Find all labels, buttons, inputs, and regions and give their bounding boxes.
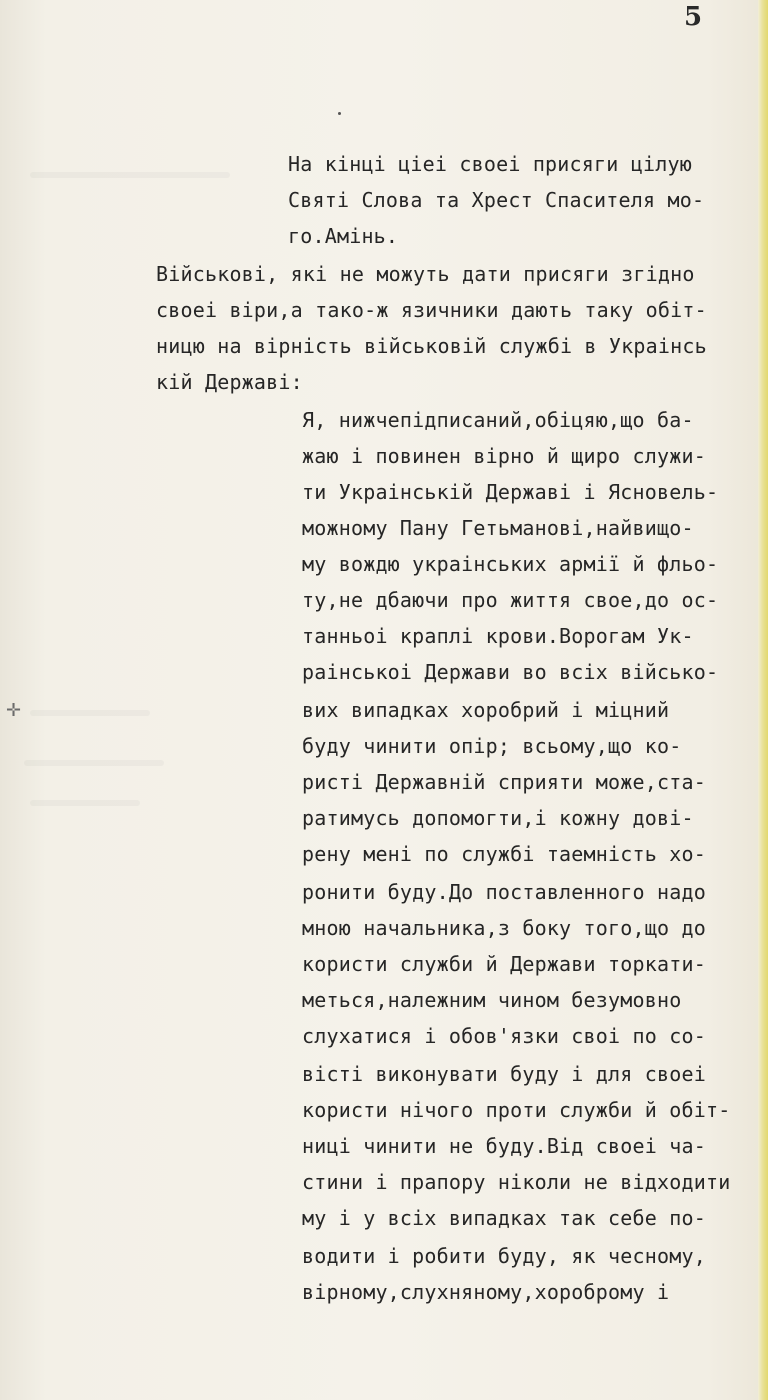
- text-line: водити і робити буду, як чесному,: [302, 1244, 706, 1268]
- text-line: ти Украінській Державі і Ясновель-: [302, 480, 719, 504]
- bleed-through-mark: [24, 760, 164, 766]
- text-line: го.Амінь.: [288, 224, 399, 248]
- text-line: вих випадках хоробрий і міцний: [302, 698, 670, 722]
- text-line: ниці чинити не буду.Від своеі ча-: [302, 1134, 706, 1158]
- bleed-through-mark: [30, 710, 150, 716]
- text-line: меться,належним чином безумовно: [302, 988, 682, 1012]
- text-line: вісті виконувати буду і для своеі: [302, 1062, 706, 1086]
- text-line: Святі Слова та Хрест Спасителя мо-: [288, 188, 705, 212]
- text-line: можному Пану Гетьманові,найвищо-: [302, 516, 694, 540]
- ink-dot: [338, 112, 341, 115]
- text-line: танньоі краплі крови.Ворогам Ук-: [302, 624, 694, 648]
- text-line: рену мені по службі таемність хо-: [302, 842, 706, 866]
- text-line: му вождю украінських армії й фльо-: [302, 552, 719, 576]
- text-line: Військові, які не можуть дати присяги згідно: [156, 262, 695, 286]
- page-edge: [758, 0, 768, 1400]
- text-line: своеі віри,а тако-ж язичники дають таку обіт-: [156, 298, 707, 322]
- text-line: вірному,слухняному,хороброму і: [302, 1280, 670, 1304]
- text-line: ратимусь допомогти,і кожну дові-: [302, 806, 694, 830]
- bleed-through-mark: [30, 172, 230, 178]
- text-line: му і у всіх випадках так себе по-: [302, 1206, 706, 1230]
- text-line: Я, нижчепідписаний,обіцяю,що ба-: [302, 408, 694, 432]
- text-line: ту,не дбаючи про життя свое,до ос-: [302, 588, 719, 612]
- page-number: 5: [684, 2, 703, 32]
- text-line: ронити буду.До поставленного надо: [302, 880, 706, 904]
- text-line: жаю і повинен вірно й щиро служи-: [302, 444, 706, 468]
- margin-cross-icon: ✛: [6, 700, 22, 721]
- text-line: стини і прапору ніколи не відходити: [302, 1170, 731, 1194]
- text-line: користи нічого проти служби й обіт-: [302, 1098, 731, 1122]
- text-line: користи служби й Держави торкати-: [302, 952, 706, 976]
- text-line: раінськоі Держави во всіх військо-: [302, 660, 719, 684]
- text-line: буду чинити опір; всьому,що ко-: [302, 734, 682, 758]
- bleed-through-mark: [30, 800, 140, 806]
- text-line: мною начальника,з боку того,що до: [302, 916, 706, 940]
- text-line: слухатися і обов'язки своі по со-: [302, 1024, 706, 1048]
- text-line: ницю на вірність військовій службі в Украінсь: [156, 334, 707, 358]
- text-line: кій Державі:: [156, 370, 303, 394]
- text-line: ристі Державній сприяти може,ста-: [302, 770, 706, 794]
- text-line: На кінці ціеі своеі присяги цілую: [288, 152, 692, 176]
